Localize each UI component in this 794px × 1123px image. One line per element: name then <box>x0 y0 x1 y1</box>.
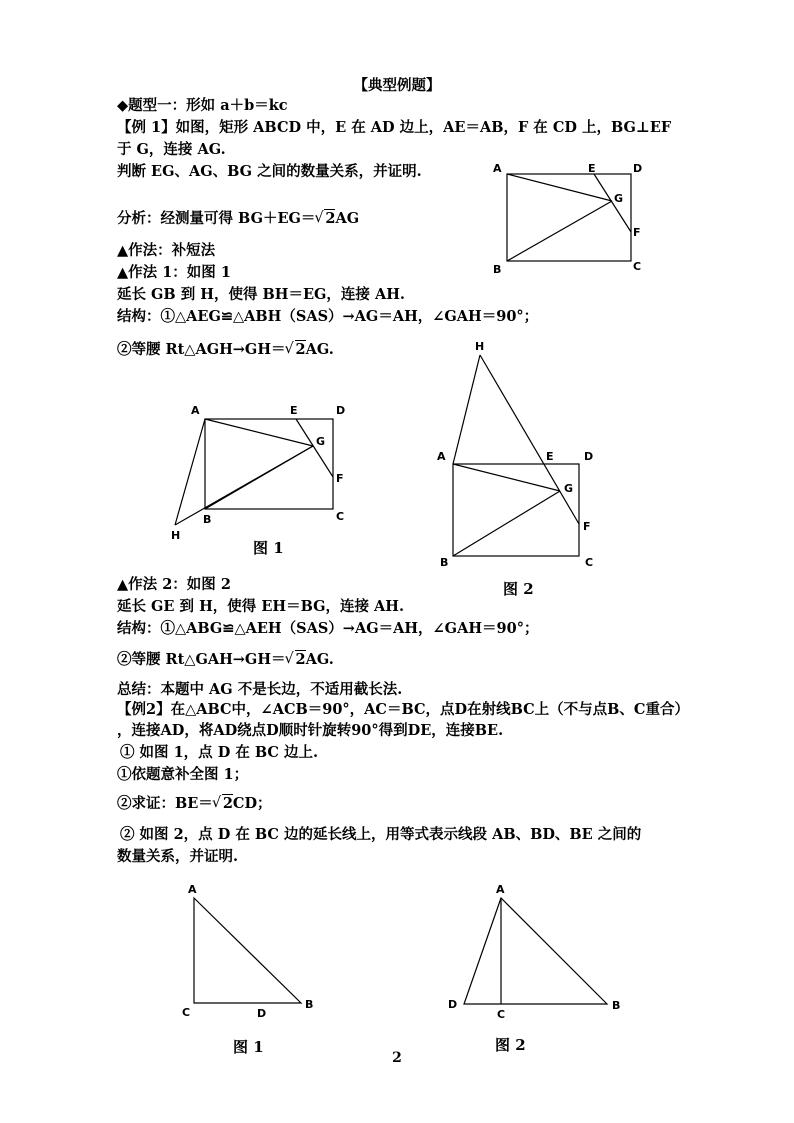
label-E: E <box>588 162 596 175</box>
label-G: G <box>614 192 624 205</box>
label-C: C <box>182 1006 191 1019</box>
method2-title: ▲作法 2：如图 2 <box>117 576 231 593</box>
method1-structure: 结构：①△AEG≌△ABH（SAS）→AG＝AH，∠GAH＝90°； <box>117 308 539 325</box>
label-B: B <box>612 999 621 1012</box>
question-type-line: ◆题型一：形如 a＋b＝kc <box>117 97 288 114</box>
label-B: B <box>305 998 314 1011</box>
example2-statement-line1: 【例2】在△ABC中，∠ACB＝90°，AC＝BC，点D在射线BC上（不与点B、C重合） <box>117 701 689 718</box>
figure1-caption: 图 1 <box>253 539 284 557</box>
sqrt-symbol: √ 2 <box>213 795 233 813</box>
method2-figure <box>453 355 579 556</box>
label-F: F <box>336 472 344 485</box>
sqrt-symbol: √ 2 <box>286 651 306 669</box>
label-F: F <box>583 520 591 533</box>
example2-figure1 <box>194 898 301 1003</box>
example2-figure2-caption: 图 2 <box>495 1036 526 1054</box>
example1-statement-line2: 于 G，连接 AG. <box>117 141 226 158</box>
example2-figure2 <box>464 898 607 1004</box>
example2-statement-line2: ，连接AD，将AD绕点D顺时针旋转90°得到DE，连接BE. <box>117 722 504 739</box>
example2-figure2-labels <box>448 883 620 1021</box>
analysis-tail: AG <box>335 210 360 227</box>
label-H: H <box>171 529 181 542</box>
sqrt-symbol: √ 2 <box>315 210 335 228</box>
example2-part1: ① 如图 1，点 D 在 BC 边上. <box>120 744 319 761</box>
method2-structure: 结构：①△ABG≌△AEH（SAS）→AG＝AH，∠GAH＝90°； <box>117 620 539 637</box>
sqrt-symbol: √ 2 <box>286 341 306 359</box>
label-H: H <box>475 340 485 353</box>
label-A: A <box>188 883 197 896</box>
method-title: ▲作法：补短法 <box>117 242 216 259</box>
label-E: E <box>290 404 298 417</box>
label-A: A <box>493 162 502 175</box>
example2-part2-line2: 数量关系，并证明. <box>117 848 239 865</box>
label-C: C <box>585 556 594 569</box>
m1-conclusion-text: ②等腰 Rt△AGH→GH＝ <box>117 341 286 358</box>
label-G: G <box>564 482 574 495</box>
label-C: C <box>497 1008 506 1021</box>
label-B: B <box>493 263 502 276</box>
label-A: A <box>437 450 446 463</box>
ex2-q1b-text: ②求证：BE＝ <box>117 795 213 812</box>
summary-line: 总结：本题中 AG 不是长边，不适用截长法. <box>117 681 403 698</box>
example2-part2-line1: ② 如图 2，点 D 在 BC 边的延长线上，用等式表示线段 AB、BD、BE 之间的 <box>120 826 642 843</box>
example1-main-figure <box>507 174 631 261</box>
label-F: F <box>633 226 641 239</box>
m2-conclusion-tail: AG. <box>305 651 334 668</box>
label-D: D <box>448 998 458 1011</box>
analysis-text: 分析：经测量可得 BG＋EG＝ <box>117 210 316 227</box>
label-C: C <box>633 260 642 273</box>
m1-conclusion-tail: AG. <box>305 341 334 358</box>
example1-statement-line1: 【例 1】如图，矩形 ABCD 中，E 在 AD 边上，AE＝AB，F 在 CD 上，BG⊥EF <box>117 119 672 136</box>
method2-step: 延长 GE 到 H，使得 EH＝BG，连接 AH. <box>117 598 405 615</box>
label-D: D <box>584 450 594 463</box>
method1-step: 延长 GB 到 H，使得 BH＝EG，连接 AH. <box>117 286 405 303</box>
method2-figure-labels <box>437 340 593 569</box>
label-B: B <box>203 513 212 526</box>
label-B: B <box>440 556 449 569</box>
example1-question: 判断 EG、AG、BG 之间的数量关系，并证明. <box>117 163 422 180</box>
label-A: A <box>496 883 505 896</box>
figure2-caption: 图 2 <box>503 580 534 598</box>
page-number: 2 <box>392 1050 402 1066</box>
section-heading: 【典型例题】 <box>353 77 441 94</box>
m2-conclusion-text: ②等腰 Rt△GAH→GH＝ <box>117 651 286 668</box>
example2-part1-a: ①依题意补全图 1； <box>117 766 249 783</box>
method1-figure <box>175 419 333 525</box>
label-C: C <box>336 510 345 523</box>
method1-figure-labels <box>171 404 345 542</box>
label-D: D <box>336 404 346 417</box>
label-D: D <box>257 1007 267 1020</box>
example2-figure1-caption: 图 1 <box>233 1038 264 1056</box>
example1-main-labels <box>493 162 642 276</box>
ex2-q1b-tail: CD； <box>232 795 272 812</box>
label-D: D <box>633 162 643 175</box>
label-E: E <box>546 450 554 463</box>
label-G: G <box>316 435 326 448</box>
method1-title: ▲作法 1：如图 1 <box>117 264 231 281</box>
label-A: A <box>191 404 200 417</box>
